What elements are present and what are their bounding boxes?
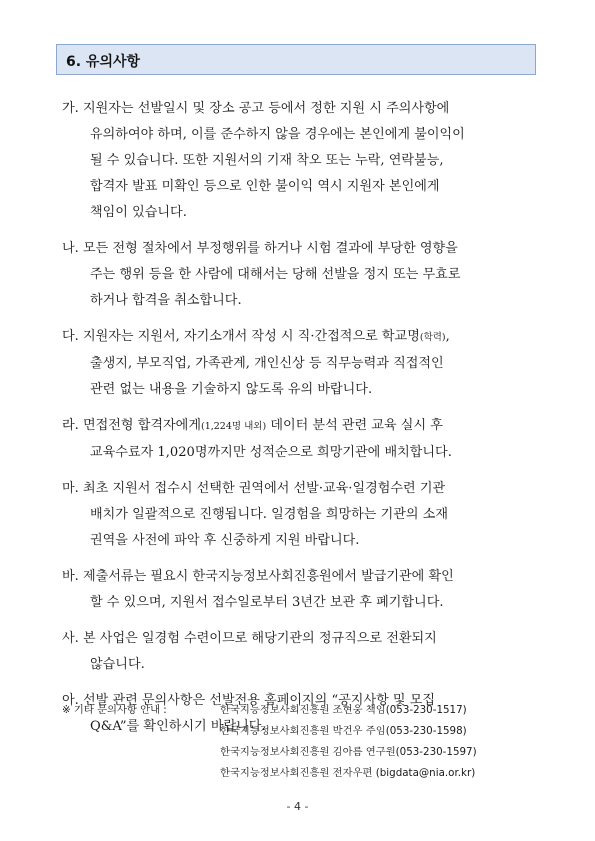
section-header (56, 44, 536, 75)
notice-line: 출생지, 부모직업, 가족관계, 개인신상 등 직무능력과 직접적인 (90, 356, 444, 371)
notice-line: 다. 지원자는 지원서, 자기소개서 작성 시 직·간접적으로 학교명(학력), (62, 329, 450, 344)
notice-line: 유의하여야 하며, 이를 준수하지 않을 경우에는 본인에게 불이익이 (90, 127, 465, 142)
contact-entry: 한국지능정보사회진흥원 김아름 연구원(053-230-1597) (220, 746, 477, 758)
contact-entry: 한국지능정보사회진흥원 조현웅 책임(053-230-1517) (220, 704, 467, 716)
notice-line: 책임이 있습니다. (90, 205, 187, 220)
page-number: - 4 - (286, 800, 309, 813)
item-marker: 아. (62, 693, 79, 708)
contact-entry: 한국지능정보사회진흥원 박건우 주임(053-230-1598) (220, 725, 467, 737)
notice-line: 아. 선발 관련 문의사항은 선발전용 홈페이지의 “공지사항 및 모집 (62, 693, 436, 708)
item-marker: 나. (62, 241, 79, 256)
notice-line: 않습니다. (90, 657, 145, 672)
notice-item-ba (62, 564, 548, 616)
notice-item-na (62, 236, 548, 314)
notice-line: 될 수 있습니다. 또한 지원서의 기재 착오 또는 누락, 연락불능, (90, 153, 444, 168)
contact-row (62, 763, 542, 784)
notice-item-ma (62, 476, 548, 554)
notice-line: 마. 최초 지원서 접수시 선택한 권역에서 선발·교육·일경험수련 기관 (62, 481, 446, 496)
contact-row (62, 721, 542, 742)
notice-line: 사. 본 사업은 일경험 수련이므로 해당기관의 정규직으로 전환되지 (62, 631, 437, 646)
contact-info (62, 700, 542, 784)
item-marker: 마. (62, 481, 79, 496)
notice-item-da (62, 324, 548, 403)
notice-line: 나. 모든 전형 절차에서 부정행위를 하거나 시험 결과에 부당한 영향을 (62, 241, 458, 256)
notice-line: 하거나 합격을 취소합니다. (90, 293, 242, 308)
notice-line: 가. 지원자는 선발일시 및 장소 공고 등에서 정한 지원 시 주의사항에 (62, 101, 450, 116)
small-note: (학력) (419, 332, 446, 343)
small-note: (1,224명 내외) (200, 421, 267, 432)
notice-line: Q&A”를 확인하시기 바랍니다. (90, 719, 266, 734)
item-marker: 라. (62, 418, 79, 433)
notice-item-ra (62, 413, 548, 466)
notice-line: 할 수 있으며, 지원서 접수일로부터 3년간 보관 후 폐기합니다. (90, 595, 444, 610)
notice-item-ga (62, 96, 548, 226)
item-marker: 사. (62, 631, 79, 646)
notice-line: 합격자 발표 미확인 등으로 인한 불이익 역시 지원자 본인에게 (90, 179, 440, 194)
section-title: 6. 유의사항 (66, 54, 141, 70)
notice-item-sa (62, 626, 548, 678)
contact-row (62, 742, 542, 763)
contact-email: 한국지능정보사회진흥원 전자우편 (bigdata@nia.or.kr) (220, 767, 476, 779)
notice-list (62, 96, 548, 750)
contact-lead: ※ 기타 문의사항 안내 : (62, 704, 167, 716)
item-marker: 다. (62, 329, 79, 344)
item-marker: 바. (62, 569, 79, 584)
notice-line: 교육수료자 1,020명까지만 성적순으로 희망기관에 배치합니다. (90, 445, 452, 460)
notice-line: 배치가 일괄적으로 진행됩니다. 일경험을 희망하는 기관의 소재 (90, 507, 448, 522)
notice-line: 권역을 사전에 파악 후 신중하게 지원 바랍니다. (90, 533, 360, 548)
item-marker: 가. (62, 101, 79, 116)
contact-row (62, 700, 542, 721)
notice-line: 관련 없는 내용을 기술하지 않도록 유의 바랍니다. (90, 382, 373, 397)
notice-line: 바. 제출서류는 필요시 한국지능정보사회진흥원에서 발급기관에 확인 (62, 569, 454, 584)
notice-line: 주는 행위 등을 한 사람에 대해서는 당해 선발을 정지 또는 무효로 (90, 267, 461, 282)
notice-line: 라. 면접전형 합격자에게(1,224명 내외) 데이터 분석 관련 교육 실시 후 (62, 418, 443, 433)
